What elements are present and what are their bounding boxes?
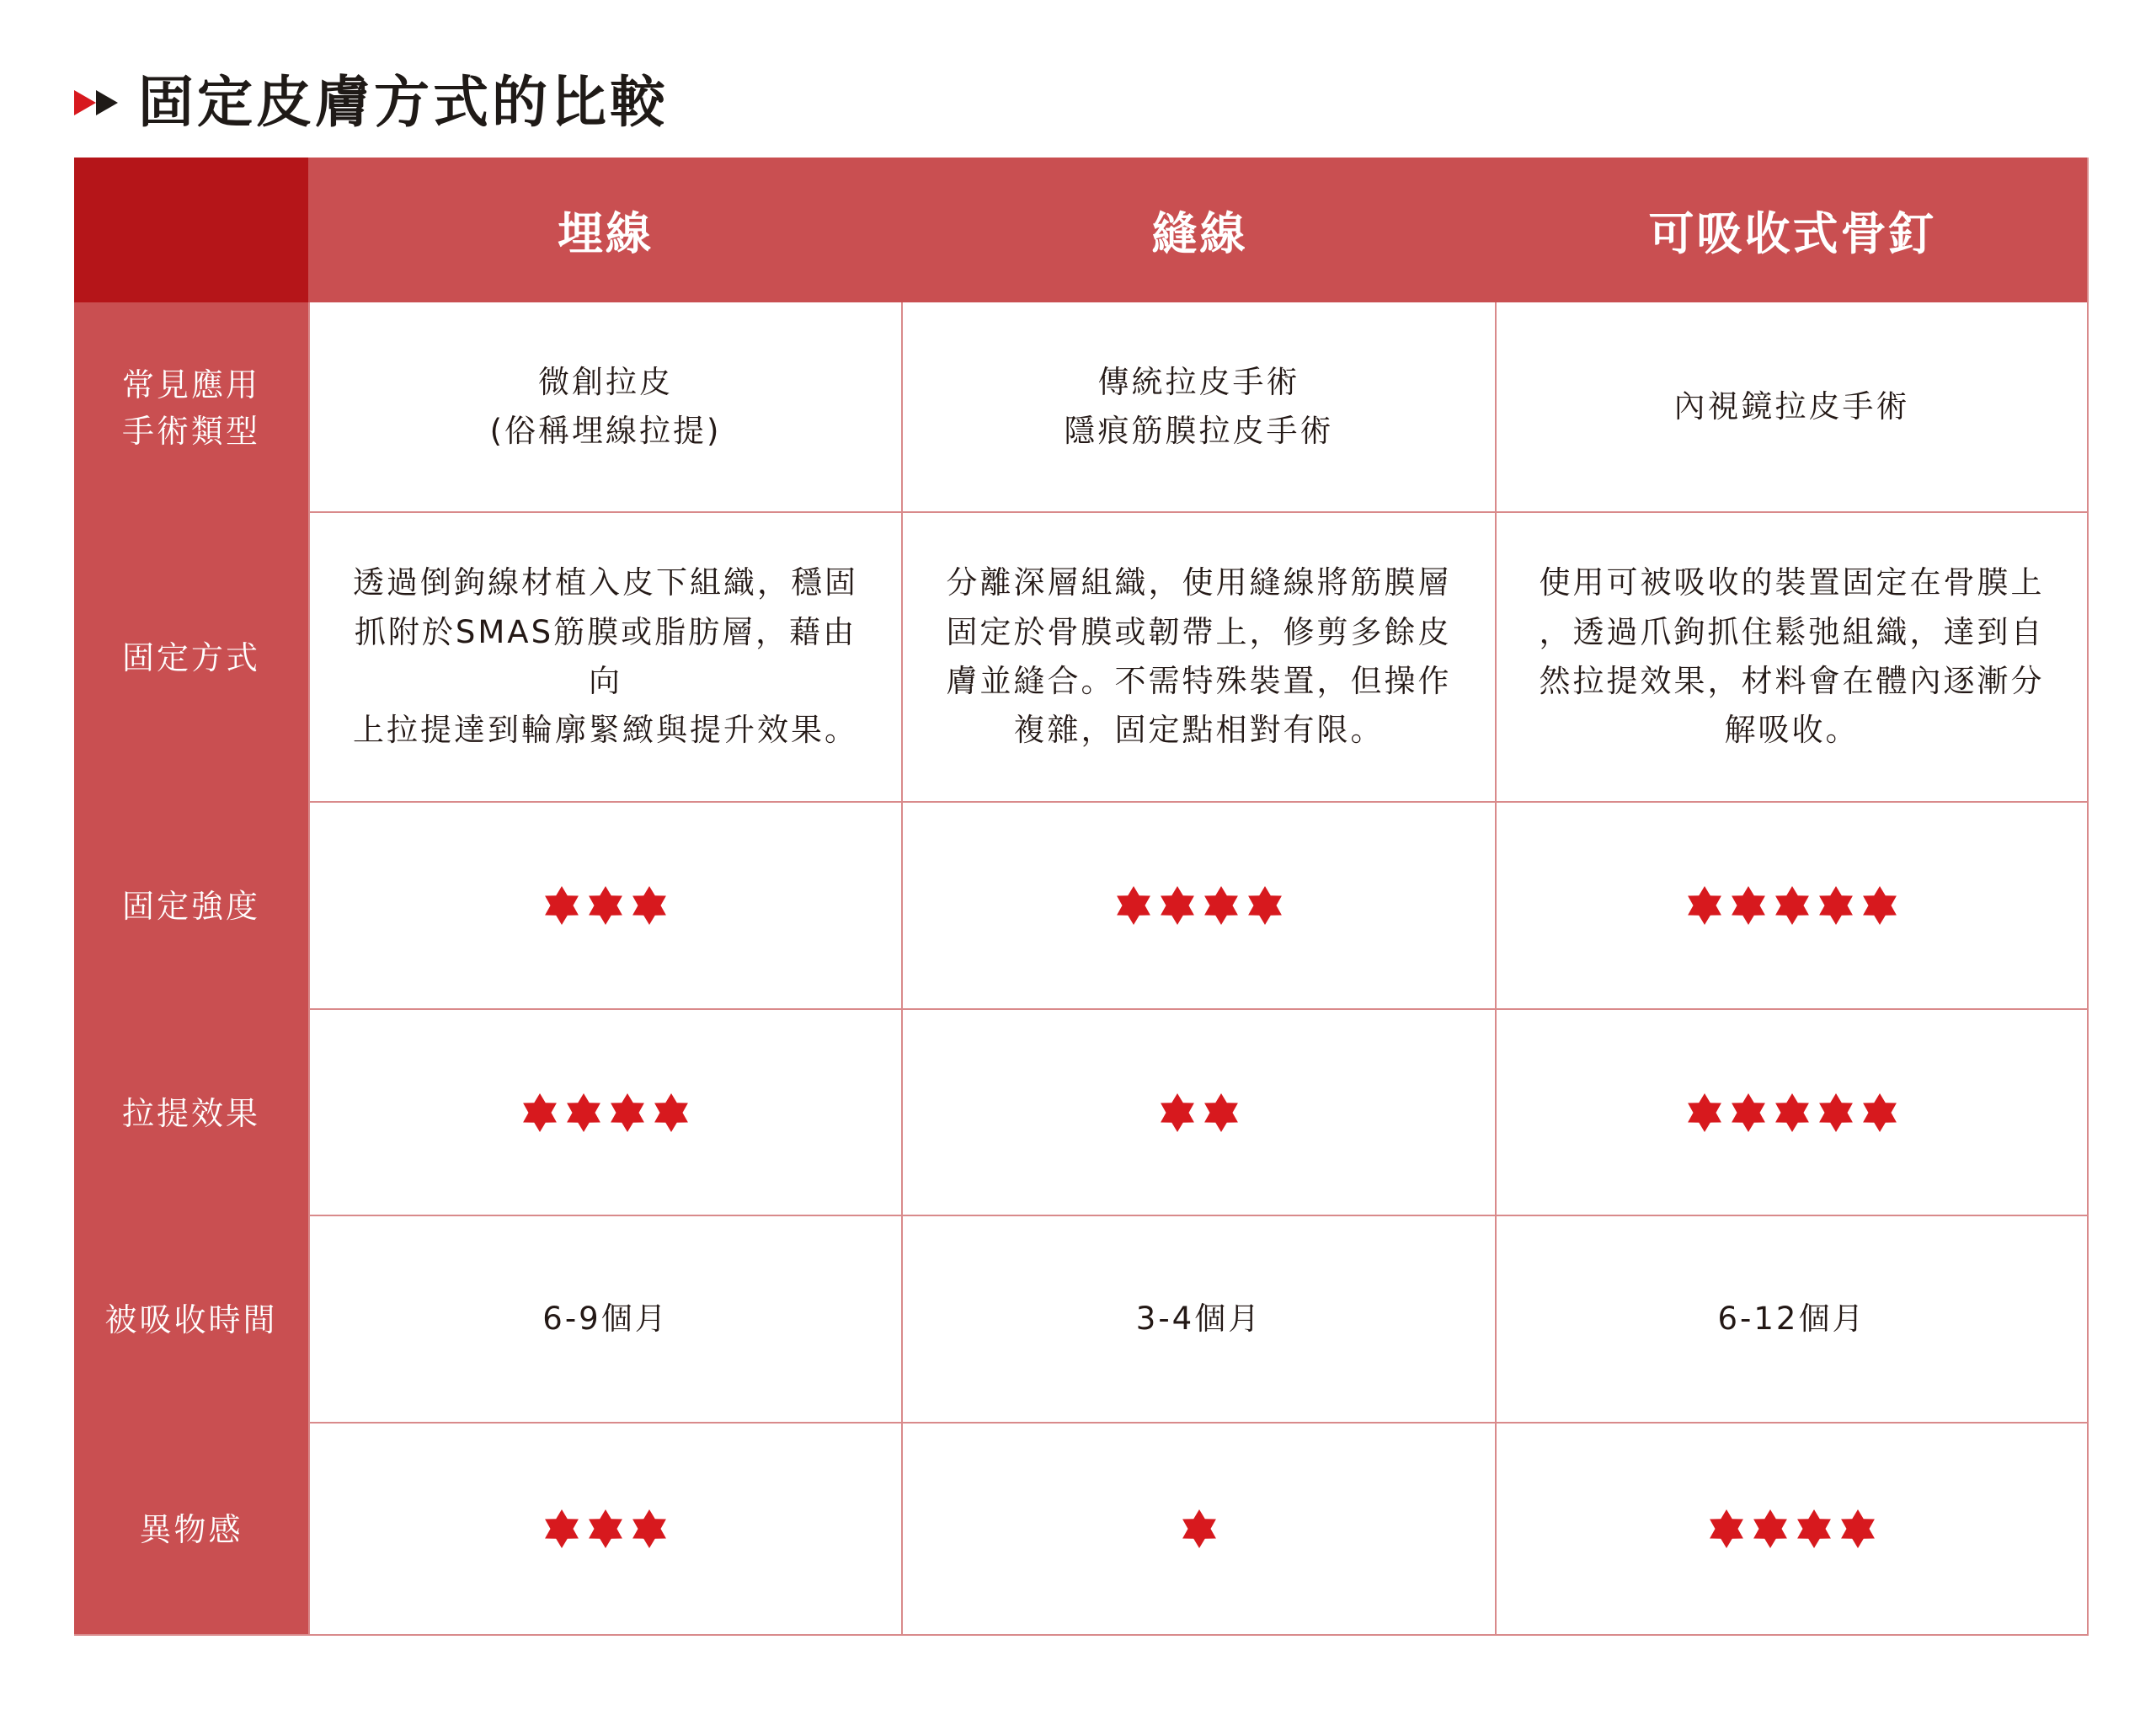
star-rating [1707,1509,1877,1548]
rating-cell [308,1424,903,1636]
table-cell: 6-9個月 [308,1216,903,1424]
star-rating [520,1093,691,1132]
table-cell: 分離深層組織，使用縫線將筋膜層 固定於骨膜或韌帶上，修剪多餘皮 膚並縫合。不需特殊裝置，但操作 複雜，固定點相對有限。 [903,513,1497,803]
rating-cell [903,1424,1497,1636]
row-header-fixation-strength: 固定強度 [74,803,308,1010]
column-header-absorbable-bone-screw: 可吸收式骨釘 [1497,158,2089,302]
star-icon [1795,1509,1833,1548]
star-icon [1817,886,1855,925]
star-rating [1180,1509,1219,1548]
star-rating [542,1509,669,1548]
star-icon [586,1509,625,1548]
star-icon [1817,1093,1855,1132]
star-icon [630,886,669,925]
star-icon [1751,1509,1790,1548]
star-icon [1860,1093,1899,1132]
star-icon [1773,1093,1812,1132]
table-cell: 內視鏡拉皮手術 [1497,302,2089,513]
row-header-absorption-time: 被吸收時間 [74,1216,308,1424]
table-corner [74,158,308,302]
star-rating [1114,886,1284,925]
rating-cell [1497,803,2089,1010]
star-icon [1180,1509,1219,1548]
star-icon [1158,1093,1197,1132]
star-icon [1707,1509,1746,1548]
table-cell: 傳統拉皮手術 隱痕筋膜拉皮手術 [903,302,1497,513]
rating-cell [308,1010,903,1216]
table-cell: 3-4個月 [903,1216,1497,1424]
star-icon [542,886,581,925]
rating-cell [308,803,903,1010]
table-cell: 使用可被吸收的裝置固定在骨膜上 ，透過爪鉤抓住鬆弛組織，達到自 然拉提效果，材料會在體內逐漸分 解吸收。 [1497,513,2089,803]
column-header-embedded-thread: 埋線 [308,158,903,302]
star-icon [1246,886,1284,925]
row-header-surgery-type: 常見應用 手術類型 [74,302,308,513]
star-icon [1685,886,1724,925]
row-header-foreign-body-sensation: 異物感 [74,1424,308,1636]
star-icon [586,886,625,925]
star-icon [608,1093,647,1132]
rating-cell [903,1010,1497,1216]
star-icon [630,1509,669,1548]
rating-cell [1497,1424,2089,1636]
star-icon [1202,886,1241,925]
star-icon [1773,886,1812,925]
star-icon [542,1509,581,1548]
row-header-lift-effect: 拉提效果 [74,1010,308,1216]
table-cell: 微創拉皮 (俗稱埋線拉提) [308,302,903,513]
star-icon [1838,1509,1877,1548]
star-icon [652,1093,691,1132]
table-cell: 6-12個月 [1497,1216,2089,1424]
star-rating [1685,1093,1899,1132]
star-icon [1114,886,1153,925]
star-rating [1685,886,1899,925]
column-header-suture: 縫線 [903,158,1497,302]
row-header-fixation-method: 固定方式 [74,513,308,803]
star-rating [542,886,669,925]
star-icon [1685,1093,1724,1132]
page-title: 固定皮膚方式的比較 [138,70,669,135]
double-play-arrow-icon [74,88,121,117]
rating-cell [1497,1010,2089,1216]
star-icon [1729,1093,1768,1132]
star-icon [1729,886,1768,925]
star-icon [520,1093,559,1132]
star-icon [1158,886,1197,925]
table-cell: 透過倒鉤線材植入皮下組織，穩固 抓附於SMAS筋膜或脂肪層，藉由向 上拉提達到輪廓緊緻與提升效果。 [308,513,903,803]
comparison-table [74,158,2089,1636]
star-icon [564,1093,603,1132]
star-rating [1158,1093,1241,1132]
star-icon [1202,1093,1241,1132]
title-bar [74,61,669,145]
star-icon [1860,886,1899,925]
rating-cell [903,803,1497,1010]
